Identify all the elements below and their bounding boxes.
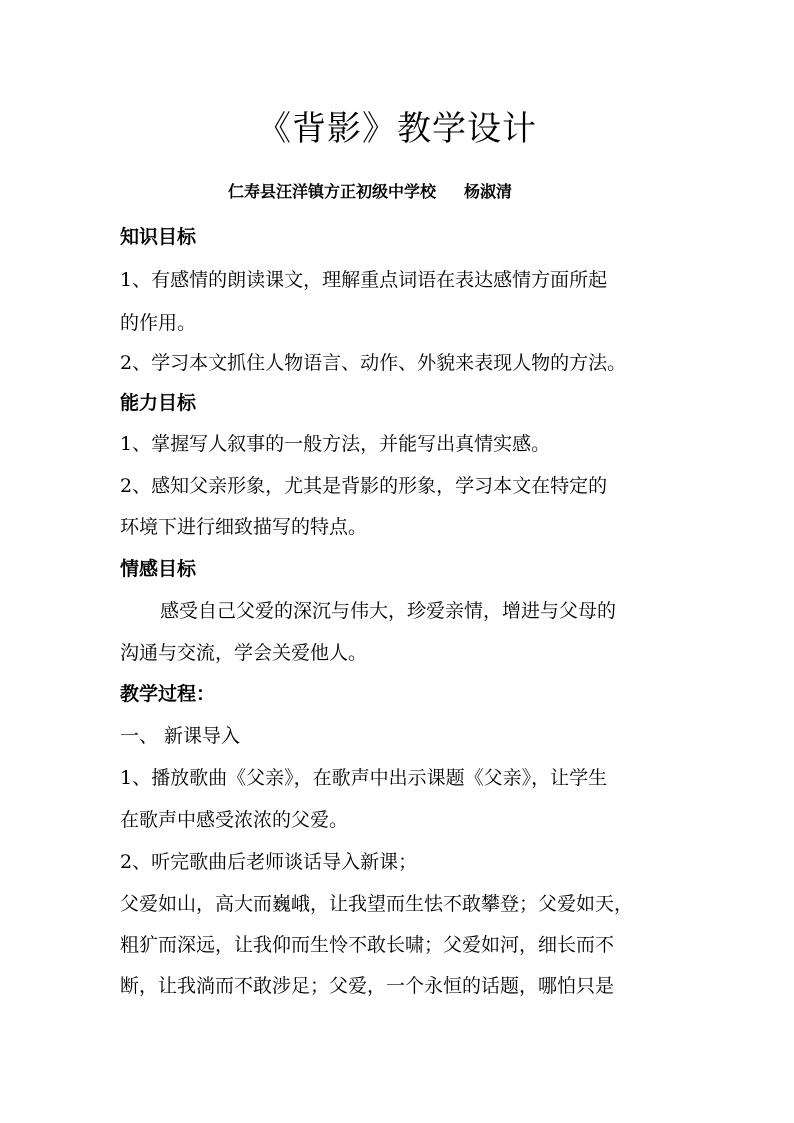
author-name: 杨淑清 — [464, 182, 513, 201]
knowledge-goal-1-line-2: 的作用。 — [120, 312, 197, 334]
teaching-process-heading: 教学过程： — [120, 683, 216, 705]
ability-goal-2-line-2: 环境下进行细致描写的特点。 — [120, 516, 368, 538]
emotion-goals-heading: 情感目标 — [120, 558, 197, 580]
process-item-1-line-1: 1、播放歌曲《父亲》，在歌声中出示课题《父亲》，让学生 — [120, 767, 608, 789]
document-title: 《背影》教学设计 — [257, 109, 537, 149]
emotion-goal-line-1: 感受自己父爱的深沉与伟大，珍爱亲情，增进与父母的 — [160, 600, 617, 622]
ability-goal-1: 1、掌握写人叙事的一般方法，并能写出真情实感。 — [120, 433, 551, 455]
knowledge-goal-2: 2、学习本文抓住人物语言、动作、外貌来表现人物的方法。 — [120, 352, 627, 374]
byline — [228, 180, 512, 204]
school-name: 仁寿县汪洋镇方正初级中学校 — [228, 182, 437, 201]
process-step-intro: 一、 新课导入 — [120, 725, 241, 747]
paragraph-line-2: 粗犷而深远，让我仰而生怜不敢长啸；父爱如河，细长而不 — [120, 934, 615, 956]
process-item-2: 2、听完歌曲后老师谈话导入新课； — [120, 851, 418, 873]
ability-goals-heading: 能力目标 — [120, 392, 197, 414]
ability-goal-2-line-1: 2、感知父亲形象，尤其是背影的形象，学习本文在特定的 — [120, 475, 608, 497]
paragraph-line-1: 父爱如山，高大而巍峨，让我望而生怯不敢攀登；父爱如天， — [120, 893, 634, 915]
paragraph-line-3: 断，让我淌而不敢涉足；父爱，一个永恒的话题，哪怕只是 — [120, 975, 615, 997]
process-item-1-line-2: 在歌声中感受浓浓的父爱。 — [120, 809, 349, 831]
knowledge-goals-heading: 知识目标 — [120, 226, 197, 248]
emotion-goal-line-2: 沟通与交流，学会关爱他人。 — [120, 642, 368, 664]
knowledge-goal-1-line-1: 1、有感情的朗读课文，理解重点词语在表达感情方面所起 — [120, 269, 608, 291]
